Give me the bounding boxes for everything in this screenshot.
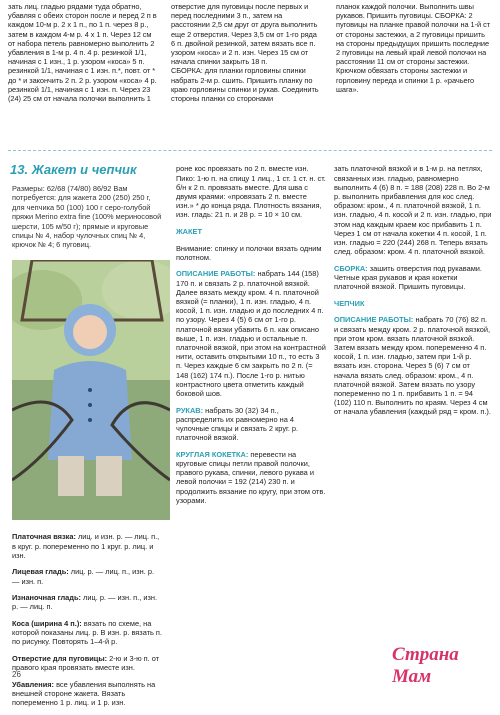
- top-column-1-text: зать лиц. гладью рядами туда обратно, убавляя с обеих сторон после и перед 2 п в каждом 10-м р. 2 х 1 п., по 1 п. через 8 р., затем в каждом 4-м р. 4 х 1 п. Через 12 см от набора петель равномерно выполнить 2 убавления в 1-м р. 4 п. 4 р. резинкой 1/1, начиная с 1 изн., 1 р. узором «коса» 5 п. резинкой 1/1, начиная с 1 изн. п.*, повт. от * до * и закончить 2 п. 2 р. узором «коса» 4 р. резинкой 1/1, начиная с 1 изн. п. Через 23 (24) 25 см от начала полочки выполнить 1: [8, 2, 157, 104]
- cap-heading: ЧЕПЧИК: [334, 298, 365, 308]
- materials-intro: Размеры: 62/68 (74/80) 86/92 Вам потребуется: для жакета 200 (250) 250 г, для чепчика 50 (100) 100 г серо-голубой пряжи Merino extra fine (100% мериносовой шерсти, 105 м/50 г); прямые и круговые спицы № 4, набор чулочных спиц № 4, крючок № 4; 6 пуговиц.: [12, 184, 162, 250]
- yoke-text: перевести на круговые спицы петли правой полочки, правого рукава, спинки, левого рукава и левой полочки = 192 (214) 230 п. и продолжить вязание по кругу, при этом отв. узорами.: [176, 449, 326, 505]
- glossary-item-4: Отверстие для пуговицы: 2-ю и 3-ю п. от правого края провязать вместе изн.: [12, 653, 160, 673]
- baby-photo: [12, 260, 170, 520]
- top-column-2-text: отверстие для пуговицы после первых и перед последними 3 п., затем на расстоянии 2,5 см друг от друга выполнить еще 2 отверстия. Через 3,5 см от 1-го ряда 6 п. двойной резинкой, затем вязать все п. узором «коса» и 2 п. изн. Через 15 см от начала спинки закрыть 18 п.: [171, 2, 318, 67]
- cap-work-heading: ОПИСАНИЕ РАБОТЫ:: [334, 315, 414, 325]
- work-description-heading: ОПИСАНИЕ РАБОТЫ:: [176, 269, 256, 279]
- jacket-heading: ЖАКЕТ: [176, 227, 202, 236]
- sleeve-text: набрать 30 (32) 34 п., распределить их равномерно на 4 чулочные спицы и связать 2 круг. р. платочной вязкой.: [176, 405, 299, 443]
- page-number: 26: [12, 670, 21, 679]
- section-title: Жакет и чепчик: [31, 162, 137, 177]
- stitch-glossary: [12, 525, 162, 715]
- top-column-3: [336, 2, 492, 94]
- baby-illustration: [12, 260, 170, 520]
- top-column-1: [8, 2, 158, 103]
- glossary-item-1: Лицевая гладь: лиц. р. — лиц. п., изн. р. — изн. п.: [12, 567, 155, 586]
- work-description-text: набрать 144 (158) 170 п. и связать 2 р. платочной вязкой. Далее вязать между кром. 4 п. платочной вязкой (= планки), 1 п. изн. гладью, 4 п. косой, 1 п. изн. гладью и до последних 4 п. по узору. Через 4 (5) 6 см от 1-го р. платочной вязки убавить 6 п. как описано выше, 1 п. изн. гладью и остальные п. платочной вязкой, при этом на контрастной нити, оставить открытыми 10 п., то есть 3 п. Через каждые 6 см закрыть по 2 п. (= 148 (162) 174 п.). После 1-го р. нитью контрастного цвета отметить каждый боковой шов.: [176, 269, 326, 399]
- jacket-instructions: [176, 157, 326, 512]
- yoke-heading: КРУГЛАЯ КОКЕТКА:: [176, 449, 249, 459]
- assembly-text: зашить отверстия под рукавами. Четные края рукавов и края кокетки платочной вязкой. Пришить пуговицы.: [334, 263, 482, 292]
- sleeve-heading: РУКАВ:: [176, 405, 204, 415]
- section-divider: [8, 150, 492, 152]
- glossary-item-5: Убавления: все убавления выполнять на внешней стороне жакета. Вязать попеременно 1 р. лиц. и 1 р. изн.: [12, 679, 156, 708]
- glossary-item-2: Изнаночная гладь: лиц. р. — изн. п., изн. р. — лиц. п.: [12, 593, 157, 612]
- top-column-2-assembly: СБОРКА: для планки горловины спинки набрать 2-м р. сшить. Пришить планку по краю горловины спинки и рукав. Соединить стороны планки со сторонами: [171, 66, 319, 104]
- cap-instructions: [334, 157, 492, 424]
- right-intro-text: зать платочной вязкой и в 1-м р. на петлях, связанных изн. гладью, равномерно выполнить 4 (6) 8 п. = 188 (208) 228 п. Во 2-м р. выполнить прибавления для кос след. образом: кром., 4 п. платочной вязкой, 1 п. изн. гладью, 4 п. косой и 2 п. изн. гладью, при этом над каждым краем кос прибавить 1 п. Через 1 см от начала кокетки 4 п. косой, 1 п. изн. гладью = 220 (244) 268 п. Теперь вязать след. образом: кром. 4 п. платочной вязкой.: [334, 164, 492, 257]
- glossary-item-3: Коса (ширина 4 п.): вязать по схеме, на которой показаны лиц. р. В изн. р. вязать п. по рисунку. Повторять 1–4-й р.: [12, 618, 162, 647]
- top-column-3-text: планок каждой полочки. Выполнить швы рукавов. Пришить пуговицы. СБОРКА: 2 пуговицы на планке правой полочки на 1-й ст от стороны застежки, а 2 пуговицы пришить на стороны предыдущих пришить последние 2 пуговицы на левый край левой полочки на расстоянии 11 см от стороны застежки. Крючком обвязать стороны застежки и горловину переда и спинки 1 р. «рачьего шага».: [336, 2, 491, 94]
- top-column-2: [171, 2, 322, 103]
- section-number: 13.: [10, 162, 29, 177]
- section-heading: [10, 162, 137, 177]
- jacket-note: Внимание: спинку и полочки вязать одним полотном.: [176, 243, 322, 262]
- assembly-heading: СБОРКА:: [334, 263, 368, 273]
- site-logo: Страна Мам: [392, 644, 459, 687]
- glossary-item-0: Платочная вязка: лиц. и изн. р. — лиц. п., в круг. р. попеременно по 1 круг. р. лиц. и изн.: [12, 532, 160, 560]
- mid-intro-text: роне кос провязать по 2 п. вместе изн. Пико: 1-ю п. на спицу 1 лиц., 1 ст. 1 ст. н. ст. б/н к 2 п. провязать вместе. Для шва с двумя краями: «провязать 2 п. вместе изн.» * до конца ряда. Плотность вязания, изн. гладь: 21 п. и 28 р. = 10 × 10 см.: [176, 164, 326, 220]
- cap-work-text: набрать 70 (76) 82 п. и связать между кром. 2 р. платочной вязкой, при этом кром. вязать платочной вязкой. Затем вязать между кром. попеременно 4 п. косой, 1 п. изн. гладью, затем при 1-й р. вязать изн. сторона. Через 5 (6) 7 см от начала вязать след. образом: кром., 4 п. платочной вязкой. Затем вязать по узору попеременно по 1 п. прибавить 1 п. = 94 (102) 110 п. Выполнить по краям. Через 4 см от начала убавления (каждый ряд = кром. п.).: [334, 315, 491, 417]
